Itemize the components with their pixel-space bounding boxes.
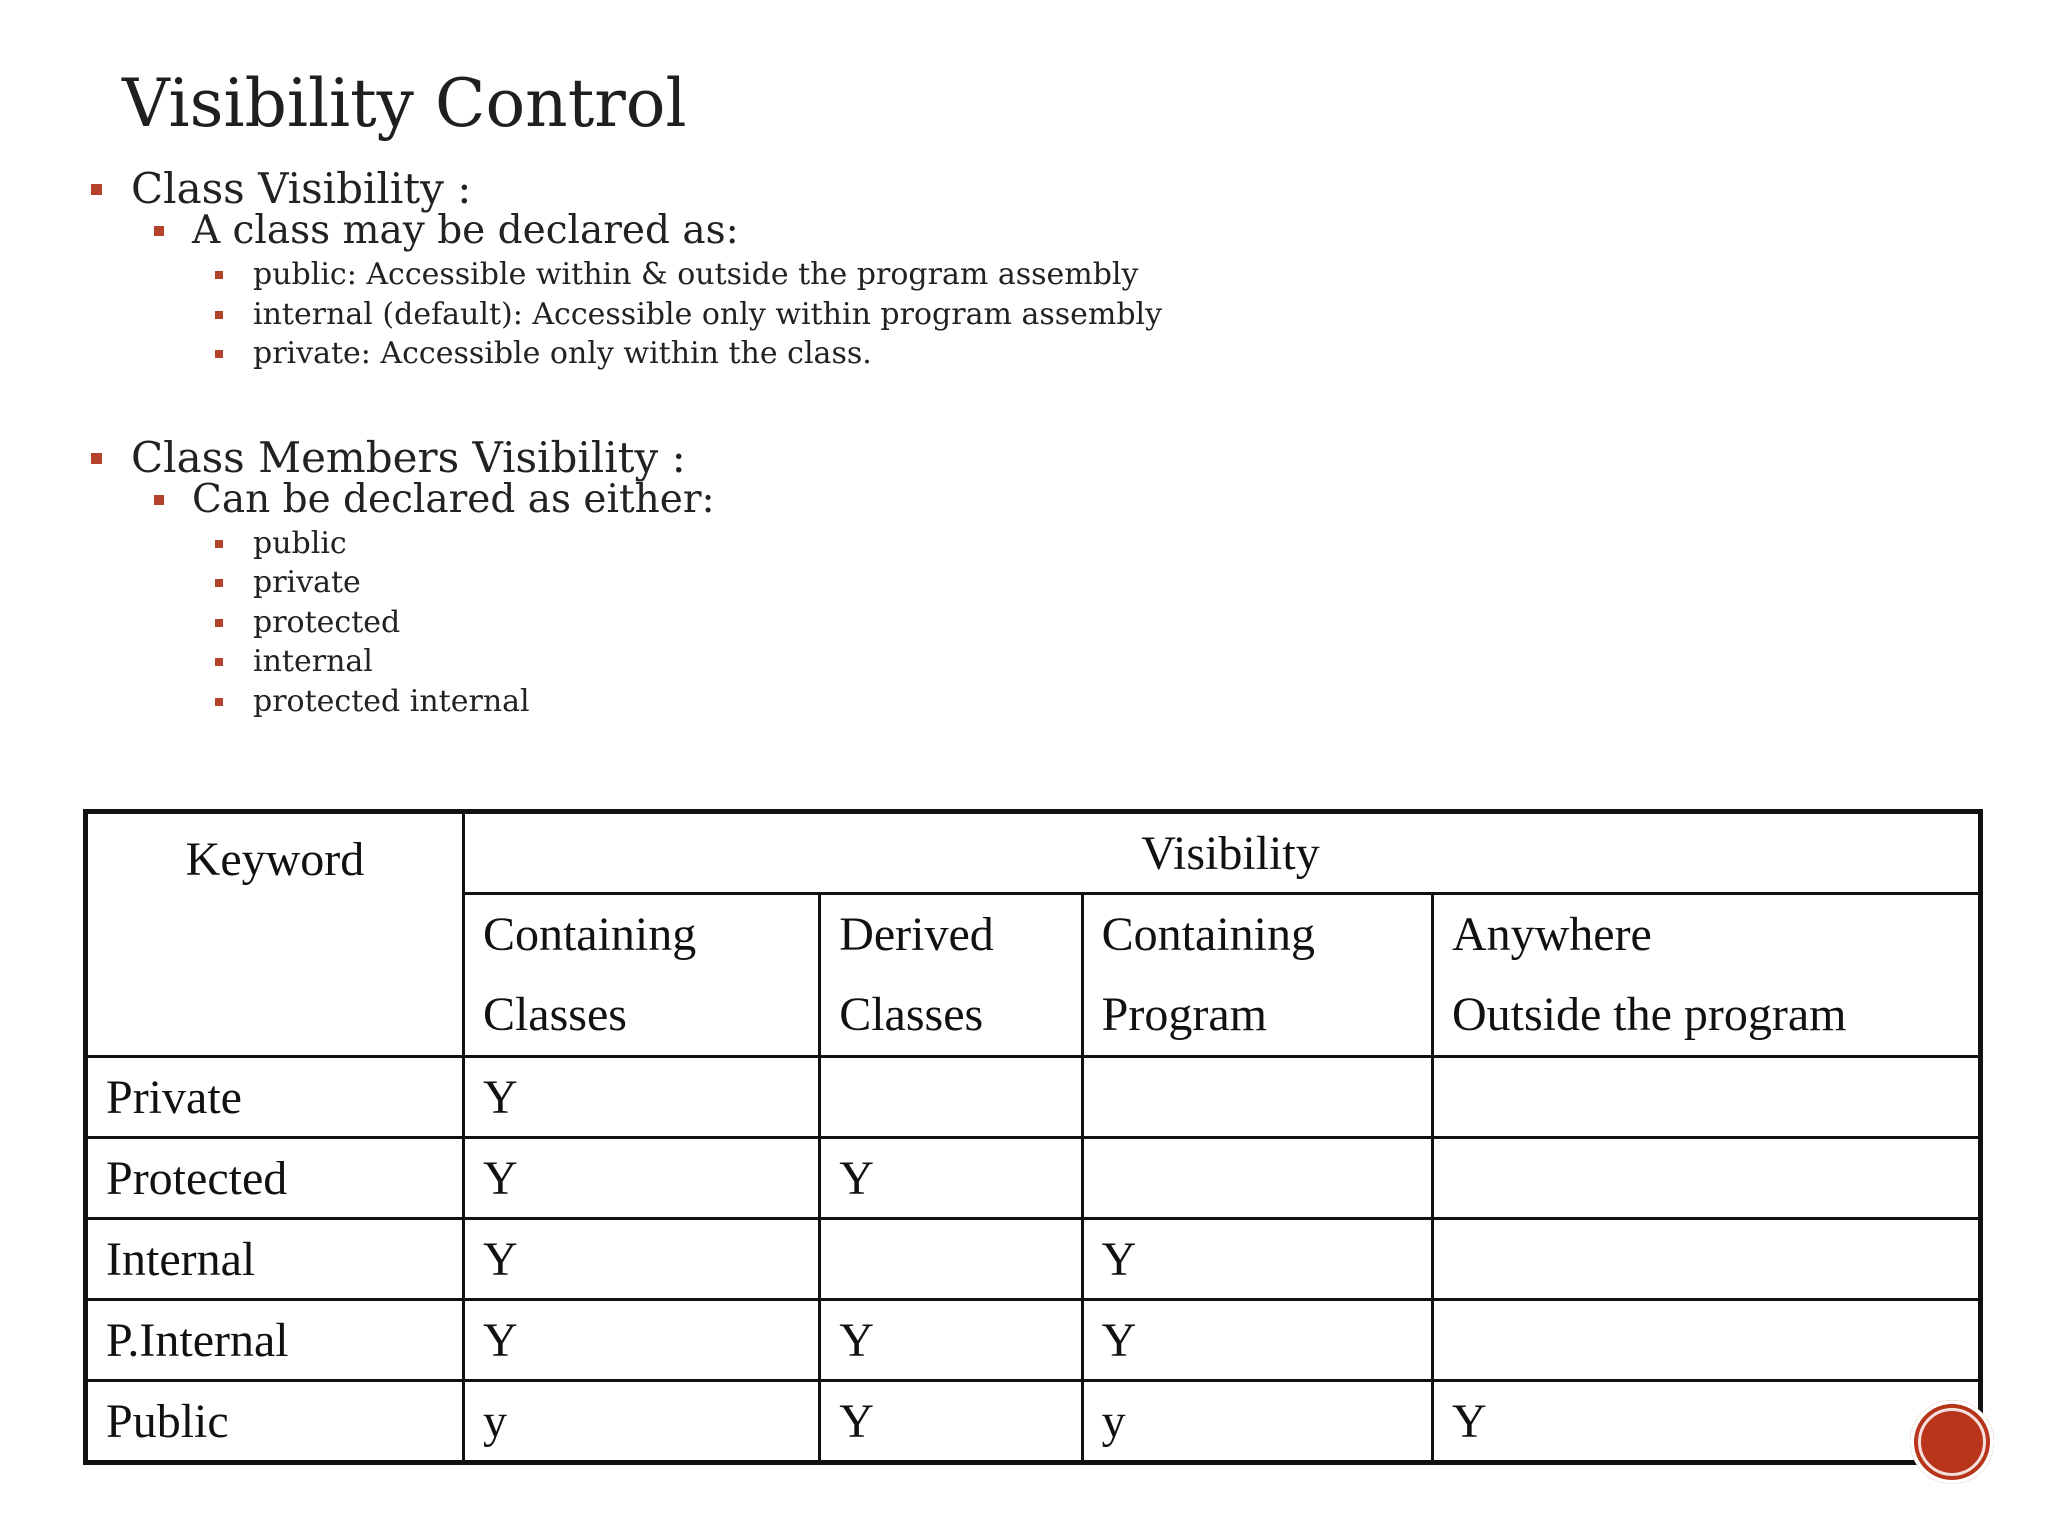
bullet-text: Class Members Visibility : <box>131 433 686 482</box>
column-header-line: Classes <box>839 988 984 1041</box>
bullet-text: protected <box>253 605 401 640</box>
table-cell <box>1432 1219 1980 1300</box>
table-row <box>86 1138 1981 1219</box>
table-cell: y <box>1082 1381 1432 1463</box>
table-cell <box>1432 1138 1980 1219</box>
table-cell: Y <box>463 1300 819 1381</box>
column-header-line: Outside the program <box>1451 988 1847 1041</box>
slide-badge-icon[interactable] <box>1910 1400 1994 1484</box>
bullet-text: Can be declared as either: <box>192 477 715 522</box>
bullet-internal <box>253 296 1162 334</box>
column-header-line: Program <box>1101 988 1267 1041</box>
table-cell: Y <box>820 1381 1082 1463</box>
table-cell: Y <box>463 1138 819 1219</box>
bullet-text: internal (default): Accessible only within program assembly <box>253 297 1163 332</box>
bullet-marker-icon <box>215 579 223 587</box>
bullet-member-protected-internal <box>253 683 530 721</box>
bullet-member-internal <box>253 643 373 681</box>
slide-title: Visibility Control <box>122 65 687 142</box>
bullet-member-visibility <box>131 433 686 483</box>
column-header-line: Classes <box>482 988 627 1041</box>
column-header-line: Containing <box>482 908 697 961</box>
bullet-member-declared <box>192 477 715 523</box>
bullet-text: internal <box>253 644 373 679</box>
bullet-text: Class Visibility : <box>131 164 472 213</box>
table-cell: Y <box>820 1300 1082 1381</box>
table-cell <box>1432 1057 1980 1138</box>
row-keyword: Internal <box>86 1219 464 1300</box>
table-cell <box>820 1057 1082 1138</box>
column-header-containing-classes <box>463 894 819 1057</box>
bullet-marker-icon <box>215 350 223 358</box>
bullet-member-private <box>253 564 361 602</box>
column-header-containing-program <box>1082 894 1432 1057</box>
table-cell: Y <box>1082 1219 1432 1300</box>
column-header-line: Containing <box>1101 908 1315 961</box>
table-cell: y <box>463 1381 819 1463</box>
bullet-class-declared <box>192 208 739 254</box>
table-row <box>86 1300 1981 1381</box>
bullet-marker-icon <box>215 619 223 627</box>
bullet-text: protected internal <box>253 684 530 719</box>
table-cell: Y <box>820 1138 1082 1219</box>
bullet-private <box>253 335 872 373</box>
row-keyword: Private <box>86 1057 464 1138</box>
table-row <box>86 1381 1981 1463</box>
bullet-marker-icon <box>215 540 223 548</box>
table-cell <box>1082 1138 1432 1219</box>
column-header-anywhere <box>1432 894 1980 1057</box>
column-header-derived-classes <box>820 894 1082 1057</box>
column-header-line: Derived <box>839 908 994 961</box>
bullet-member-public <box>253 525 347 563</box>
row-keyword: Protected <box>86 1138 464 1219</box>
row-keyword: P.Internal <box>86 1300 464 1381</box>
bullet-text: public <box>253 526 347 561</box>
visibility-table <box>83 809 1983 1465</box>
table-cell: Y <box>463 1219 819 1300</box>
bullet-marker-icon <box>215 271 223 279</box>
table-cell <box>1082 1057 1432 1138</box>
bullet-class-visibility <box>131 164 471 214</box>
keyword-header: Keyword <box>86 812 464 1057</box>
table-cell <box>820 1219 1082 1300</box>
column-header-line: Anywhere <box>1451 908 1652 961</box>
table-cell: Y <box>1432 1381 1980 1463</box>
bullet-marker-icon <box>91 453 102 464</box>
bullet-marker-icon <box>91 184 102 195</box>
visibility-header: Visibility <box>463 812 1980 894</box>
bullet-public <box>253 256 1138 294</box>
bullet-marker-icon <box>154 226 164 236</box>
table-cell <box>1432 1300 1980 1381</box>
table-row <box>86 1219 1981 1300</box>
bullet-text: A class may be declared as: <box>192 208 739 253</box>
table-header-row <box>86 812 1981 894</box>
table-cell: Y <box>1082 1300 1432 1381</box>
bullet-marker-icon <box>215 311 223 319</box>
bullet-text: private: Accessible only within the class. <box>253 336 872 371</box>
bullet-text: private <box>253 565 361 600</box>
bullet-marker-icon <box>154 495 164 505</box>
row-keyword: Public <box>86 1381 464 1463</box>
table-row <box>86 1057 1981 1138</box>
table-cell: Y <box>463 1057 819 1138</box>
bullet-marker-icon <box>215 698 223 706</box>
bullet-member-protected <box>253 604 400 642</box>
bullet-text: public: Accessible within & outside the program assembly <box>253 257 1139 292</box>
bullet-marker-icon <box>215 658 223 666</box>
